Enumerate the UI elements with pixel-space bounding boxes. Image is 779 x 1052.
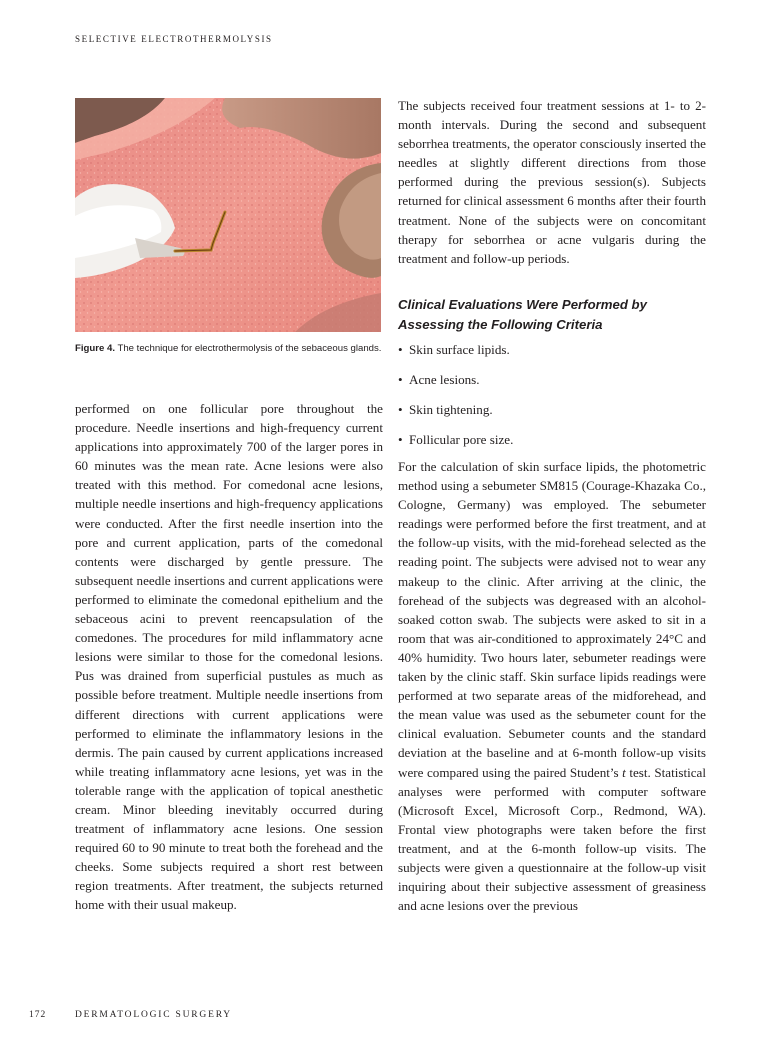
right-column-body xyxy=(398,457,706,915)
criteria-item: • Follicular pore size. xyxy=(398,430,706,449)
methods-text-part2: test. Statistical analyses were performed with computer software (Microsoft Excel, Microsoft Corp., Redmond, WA). Frontal view photographs were taken before the first treatment, and at the 6-month follow-up visits. The subjects were given a questionnaire at the follow-up visit inquiring about their subjective assessment of greasiness and acne lesions over the previous xyxy=(398,764,706,914)
running-head: SELECTIVE ELECTROTHERMOLYSIS xyxy=(75,34,273,44)
criteria-item: • Skin tightening. xyxy=(398,400,706,419)
methods-paragraph xyxy=(398,457,706,915)
criteria-item: • Acne lesions. xyxy=(398,370,706,389)
t-test-symbol: t xyxy=(622,764,626,780)
criteria-list xyxy=(398,340,706,460)
figure-photo-illustration xyxy=(75,98,381,332)
methods-text-part1: For the calculation of skin surface lipids, the photometric method using a sebumeter SM815 (Courage-Khazaka Co., Cologne, Germany) was employed. The sebumeter readings were performed before the first treatment, and at the follow-up visits, with the mid-forehead selected as the reading point. The subjects were advised not to wear any makeup to the clinic. After arriving at the clinic, the forehead of the subjects was degreased with an alcohol-soaked cotton swab. The subjects were asked to sit in a room that was air-conditioned to approximately 24°C and 40% humidity. Two hours later, sebumeter readings were taken by the clinic staff. Skin surface lipids readings were performed at two separate areas of the midforehead, and the mean value was used as the sebumeter count for the clinical evaluation. Sebumeter counts and the standard deviation at the baseline and at 6-month follow-up visits were compared using the paired Student’s xyxy=(398,459,706,780)
figure-label: Figure 4. xyxy=(75,343,115,354)
right-column-intro xyxy=(398,96,706,268)
left-column-paragraph: performed on one follicular pore throughout the procedure. Needle insertions and high-frequency current applications into approximately 700 of the larger pores in 60 minutes was the mean rate. Acne lesions were also treated with this method. For comedonal acne lesions, multiple needle insertions and high-frequency applications were conducted. After the first needle insertion into the pore and current application, parts of the comedonal contents were discharged by gentle pressure. The subsequent needle insertions and current applications were performed to eliminate the comedonal epithelium and the sebaceous acini to prevent reencapsulation of the comedones. The procedures for mild inflammatory acne lesions were similar to those for the comedonal lesions. Pus was drained from superficial pustules as much as possible before treatment. Multiple needle insertions from different directions with current applications were performed to eliminate the inflammatory lesions in the dermis. The pain caused by current applications increased while treating inflammatory acne lesions, yet was in the tolerable range with the application of topical anesthetic cream. Minor bleeding inevitably occurred during treatment of inflammatory acne lesions. One session required 60 to 90 minute to treat both the forehead and the cheeks. Some subjects required a short rest between region treatments. After treatment, the subjects returned home with their usual makeup. xyxy=(75,401,383,913)
section-heading: Clinical Evaluations Were Performed by Assessing the Following Criteria xyxy=(398,297,647,332)
journal-name: DERMATOLOGIC SURGERY xyxy=(75,1010,232,1020)
figure-photo xyxy=(75,98,381,332)
figure-caption xyxy=(75,343,383,356)
intro-paragraph: The subjects received four treatment sessions at 1- to 2-month intervals. During the second and subsequent seborrhea treatments, the operator consciously inserted the needles at slightly different directions from those performed during the previous session(s). Subjects returned for clinical assessment 6 months after their fourth treatment. None of the subjects were on concomitant therapy for seborrhea or acne vulgaris during the treatment and follow-up periods. xyxy=(398,98,706,266)
figure-caption-text: The technique for electrothermolysis of the sebaceous glands. xyxy=(117,343,382,354)
page-number: 172 xyxy=(29,1010,47,1020)
criteria-item: • Skin surface lipids. xyxy=(398,340,706,359)
left-column xyxy=(75,399,383,915)
